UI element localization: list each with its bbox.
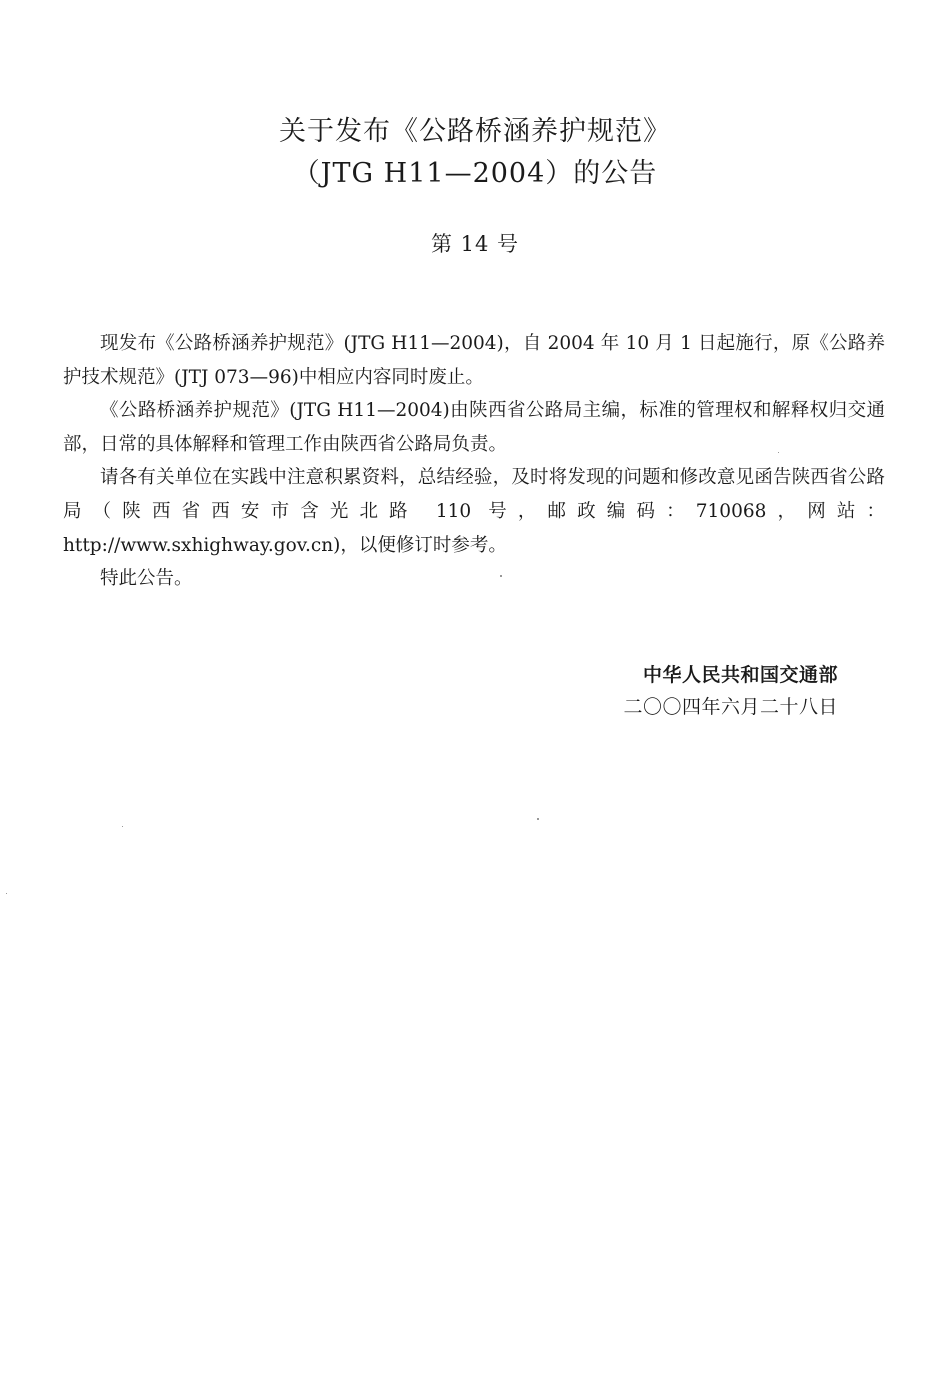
scan-speck <box>778 452 779 453</box>
scan-speck <box>122 826 123 827</box>
paragraph-effective-date: 现发布《公路桥涵养护规范》(JTG H11—2004)，自 2004 年 10 月 1 日起施行，原《公路养护技术规范》(JTJ 073—96)中相应内容同时废止。 <box>63 333 885 388</box>
scan-speck <box>500 575 502 577</box>
issuer-signature: 中华人民共和国交通部 <box>642 664 838 686</box>
announcement-body <box>63 327 885 596</box>
scan-speck <box>537 818 539 820</box>
announcement-number: 第 14 号 <box>430 232 520 256</box>
paragraph-feedback: 请各有关单位在实践中注意积累资料，总结经验，及时将发现的问题和修改意见函告陕西省公路局（陕西省西安市含光北路 110 号，邮政编码：710068，网站：http://www.sxhighway.gov.cn)，以便修订时参考。 <box>63 467 885 556</box>
announcement-title-line2: （JTG H11—2004）的公告 <box>292 158 658 189</box>
issue-date: 二〇〇四年六月二十八日 <box>623 696 838 718</box>
announcement-title-line1: 关于发布《公路桥涵养护规范》 <box>279 116 671 147</box>
paragraph-closing: 特此公告。 <box>100 568 193 590</box>
scan-speck <box>6 893 7 894</box>
paragraph-editor: 《公路桥涵养护规范》(JTG H11—2004)由陕西省公路局主编，标准的管理权和解释权归交通部，日常的具体解释和管理工作由陕西省公路局负责。 <box>63 400 885 455</box>
